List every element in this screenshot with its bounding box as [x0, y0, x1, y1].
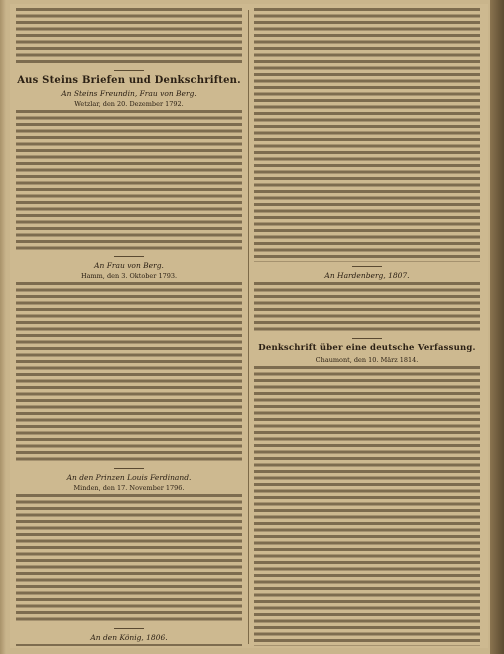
text-block — [254, 366, 480, 646]
text-block — [254, 282, 480, 334]
letter-date: Wetzlar, den 20. Dezember 1792. — [74, 100, 184, 108]
letter-heading: An den Prinzen Louis Ferdinand. — [66, 473, 192, 482]
column-rule — [248, 10, 249, 644]
right-column — [254, 8, 480, 646]
memo-date: Chaumont, den 10. März 1814. — [315, 356, 419, 364]
letter-heading: An den König, 1806. — [90, 633, 168, 642]
book-spine-shadow — [490, 0, 504, 654]
text-block — [16, 644, 242, 646]
letter-date: Hamm, den 3. Oktober 1793. — [80, 272, 178, 280]
separator-rule — [114, 468, 144, 469]
text-block — [254, 8, 480, 262]
article-title: Aus Steins Briefen und Denkschriften. — [17, 75, 241, 86]
letter-heading: An Hardenberg, 1807. — [324, 271, 410, 280]
text-block — [16, 494, 242, 624]
separator-rule — [352, 266, 382, 267]
separator-rule — [114, 70, 144, 71]
text-block — [16, 282, 242, 464]
memo-heading: Denkschrift über eine deutsche Verfassung. — [258, 343, 476, 353]
letter-heading: An Frau von Berg. — [94, 261, 164, 270]
page-left-edge — [0, 0, 6, 654]
separator-rule — [114, 628, 144, 629]
separator-rule — [352, 338, 382, 339]
newspaper-page — [10, 4, 488, 648]
separator-rule — [114, 256, 144, 257]
letter-date: Minden, den 17. November 1796. — [73, 484, 185, 492]
letter-heading: An Steins Freundin, Frau von Berg. — [61, 89, 197, 98]
left-column — [16, 8, 242, 646]
text-block — [16, 110, 242, 252]
text-block — [16, 8, 242, 66]
